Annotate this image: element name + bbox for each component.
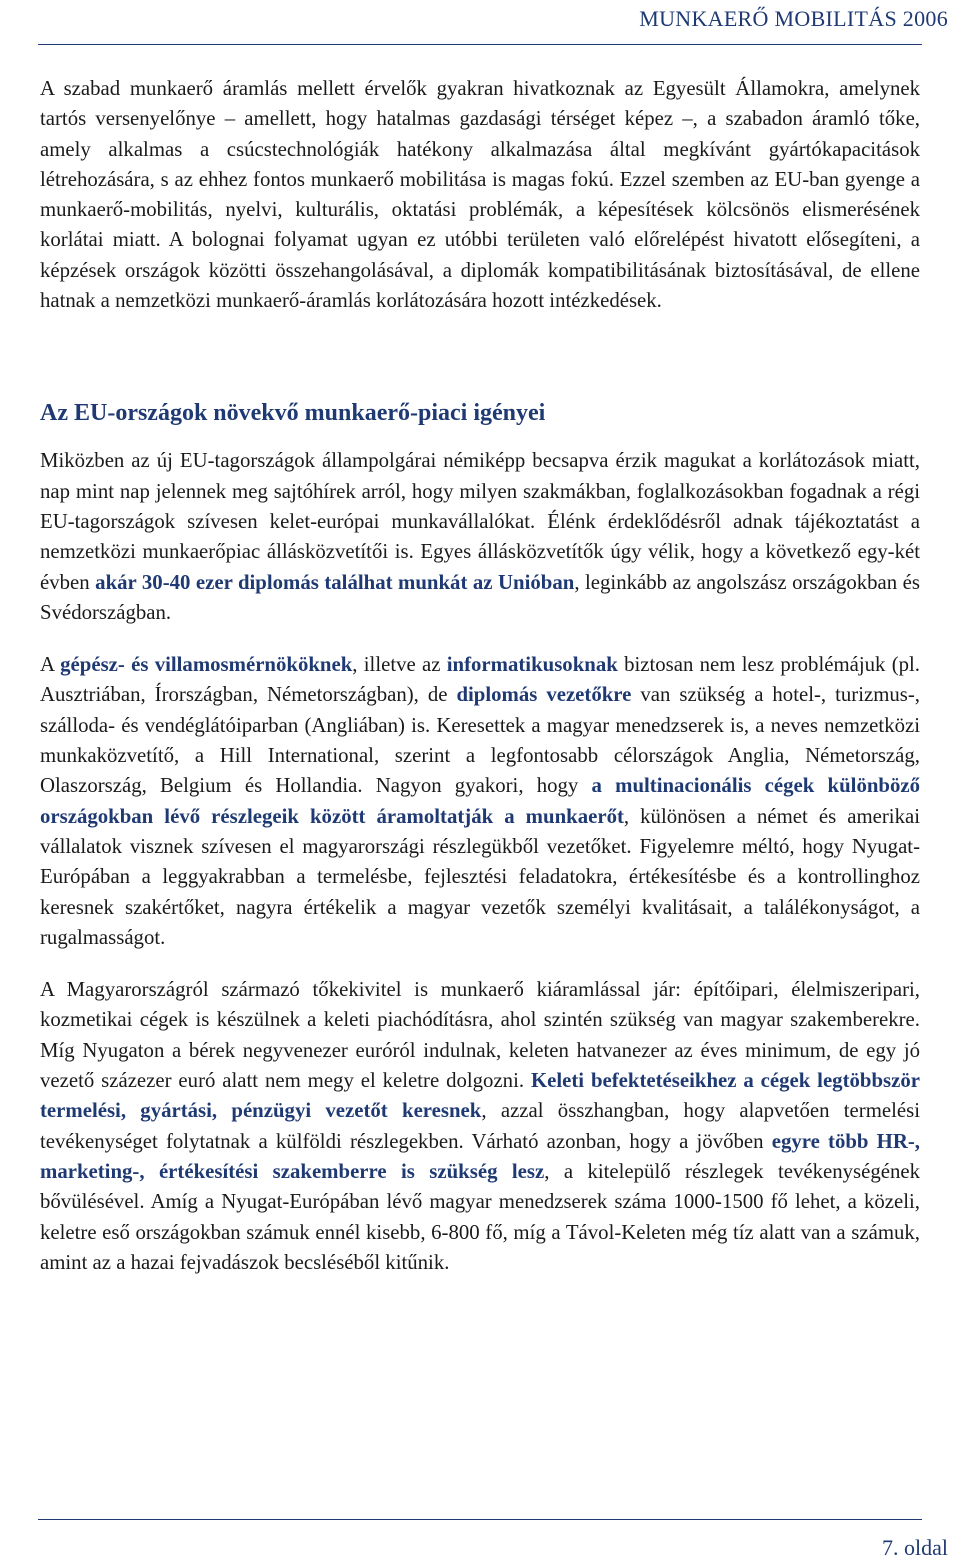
text-run: , illetve az [352,653,447,677]
footer-divider [38,1519,922,1520]
highlight-text: akár 30-40 ezer diplomás találhat munkát az Unióban [95,570,575,594]
highlight-text: gépész- és villamosmérnököknek [60,653,353,677]
highlight-text: a multinacionális cégek különböző országokban lévő részlegeik között áramoltatják a munkaerőt [40,774,920,828]
highlight-text: Keleti befektetéseikhez a cégek legtöbbször termelési, gyártási, pénzügyi vezetőt keresnek [40,1069,920,1123]
section-heading: Az EU-országok növekvő munkaerő-piaci igényei [40,400,546,427]
paragraph-demand [40,446,920,628]
text-run: biztosan nem lesz problémájuk (pl. Ausztriában, Írországban, Németországban), de [40,653,921,707]
text-run: A [40,653,61,677]
text-run: , leginkább az angolszász országokban és Svédországban. [40,570,920,624]
paragraph-capital-export [40,975,920,1278]
page-number: 7. oldal [882,1535,948,1560]
paragraph-professions [40,650,920,953]
highlight-text: diplomás vezetőkre [456,683,632,707]
highlight-text: egyre több HR-, marketing-, értékesítési szakemberre is szükség lesz [40,1129,920,1183]
document-body [40,74,920,1278]
running-header: MUNKAERŐ MOBILITÁS 2006 [639,6,948,31]
text-run: , azzal összhangban, hogy alapvetően termelési tevékenységet folytatnak a külföldi részlegekben. Várható azonban, hogy a jövőben [40,1099,920,1153]
header-divider [38,44,922,45]
text-run: van szükség a hotel-, turizmus-, szálloda- és vendéglátóiparban (Angliában) is. Keresettek a magyar menedzserek is, a neves nemzetközi munkaközvetítő, a Hill International, szerint a legfontosabb célországok Anglia, Németország, Olaszország, Belgium és Hollandia. Nagyon gyakori, hogy [40,683,920,798]
text-run: A Magyarországról származó tőkekivitel is munkaerő kiáramlással jár: építőipari, élelmiszeripari, kozmetikai cégek is készülnek a keleti piachódításra, ahol szintén szükség van magyar szakemberekre. Míg Nyugaton a bérek negyvenezer euróról indulnak, keleten hatvanezer az éves minimum, de egy jó vezető százezer euró alatt nem megy el keletre dolgozni. [40,978,920,1093]
text-run: , a kitelepülő részlegek tevékenységének bővülésével. Amíg a Nyugat-Európában lévő magyar menedzserek száma 1000-1500 fő lehet, a közeli, keletre eső országokban számuk ennél kisebb, 6-800 fő, míg a Távol-Keleten még tíz alatt van a számuk, amint az a hazai fejvadászok becsléséből kitűnik. [40,1159,920,1274]
highlight-text: informatikusoknak [446,653,618,677]
text-run: , különösen a német és amerikai vállalatok visznek szívesen el magyarországi részlegükből vezetőket. Figyelemre méltó, hogy Nyugat-Európában a leggyakrabban a termelésbe, fejlesztési feladatokra, értékesítésbe és a kontrollinghoz keresnek szakértőket, nagyra értékelik a magyar vezetők személyi kvalitásait, a találékonyságot, a rugalmasságot. [40,804,920,949]
paragraph-intro: A szabad munkaerő áramlás mellett érvelők gyakran hivatkoznak az Egyesült Államokra, amelynek tartós versenyelőnye – amellett, hogy hatalmas gazdasági térséget képez –, a szabadon áramló tőke, amely alkalmas a csúcstechnológiák hatékony alkalmazása által megkívánt gyártókapacitások létrehozására, s az ehhez fontos munkaerő mobilitása is magas fokú. Ezzel szemben az EU-ban gyenge a munkaerő-mobilitás, nyelvi, kulturális, oktatási problémák, a képesítések kölcsönös elismerésének korlátai miatt. A bolognai folyamat ugyan ez utóbbi területen való előrelépést hivatott elősegíteni, a képzések országok közötti összehangolásával, a diplomák kompatibilitásának biztosításával, de ellene hatnak a nemzetközi munkaerő-áramlás korlátozására hozott intézkedések. [40,77,920,313]
text-run: Miközben az új EU-tagországok állampolgárai némiképp becsapva érzik magukat a korlátozások miatt, nap mint nap jelennek meg sajtóhírek arról, hogy milyen szakmákban, foglalkozásokban fogadnak a régi EU-tagországok szívesen kelet-európai munkavállalókat. Élénk érdeklődésről adnak tájékoztatást a nemzetközi munkaerőpiac állásközvetítői is. Egyes állásközvetítők úgy vélik, hogy a következő egy-két évben [40,449,920,594]
